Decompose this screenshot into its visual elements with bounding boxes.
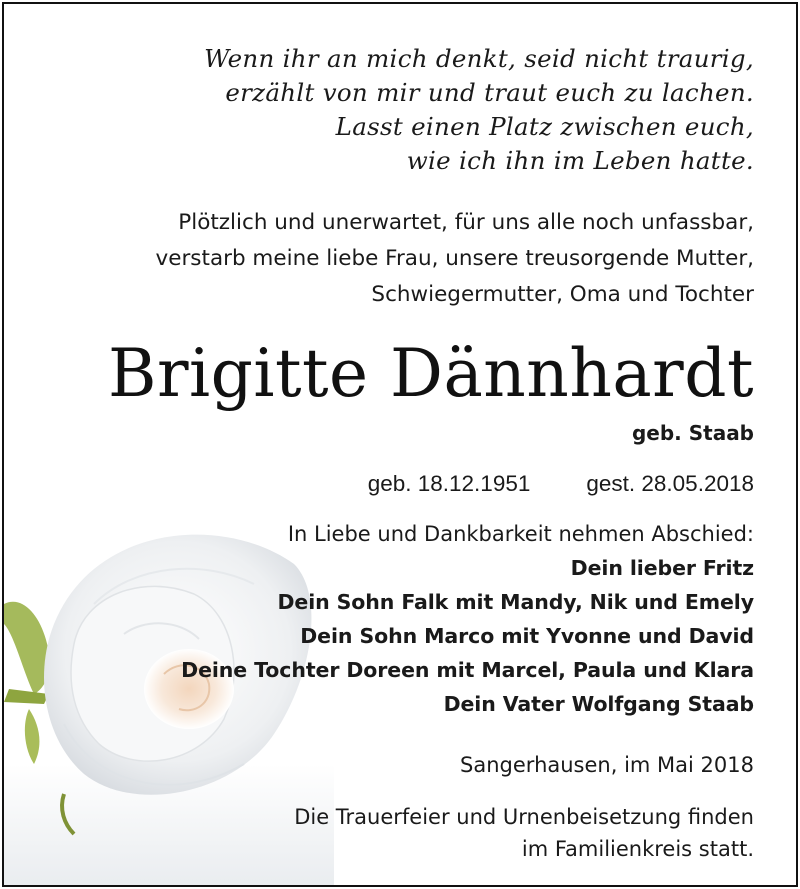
mourner-entry: Dein Vater Wolfgang Staab — [443, 692, 754, 716]
announcement-text — [44, 205, 754, 313]
poem-line: Lasst einen Platz zwischen euch, — [335, 112, 754, 141]
life-dates — [44, 467, 754, 501]
obituary-frame — [2, 2, 798, 887]
announcement-line: Schwiegermutter, Oma und Tochter — [371, 282, 754, 307]
place-date: Sangerhausen, im Mai 2018 — [460, 753, 754, 777]
poem-line: Wenn ihr an mich denkt, seid nicht traurig, — [204, 44, 754, 73]
mourners-list — [44, 551, 754, 721]
poem-line: erzählt von mir und traut euch zu lachen. — [225, 78, 754, 107]
announcement-line: Plötzlich und unerwartet, für uns alle noch unfassbar, — [178, 210, 754, 235]
mourner-entry: Deine Tochter Doreen mit Marcel, Paula und Klara — [181, 658, 754, 682]
deceased-name: Brigitte Dännhardt — [107, 335, 754, 412]
mourner-entry: Dein Sohn Falk mit Mandy, Nik und Emely — [277, 590, 754, 614]
poem — [44, 42, 754, 178]
maiden-name: geb. Staab — [631, 421, 754, 445]
notice-line: im Familienkreis statt. — [521, 837, 754, 861]
mourner-entry: Dein Sohn Marco mit Yvonne und David — [300, 624, 754, 648]
birth-date: geb. 18.12.1951 — [367, 471, 531, 496]
notice-line: Die Trauerfeier und Urnenbeisetzung finden — [294, 805, 754, 829]
announcement-line: verstarb meine liebe Frau, unsere treusorgende Mutter, — [155, 246, 754, 271]
poem-line: wie ich ihn im Leben hatte. — [406, 146, 754, 175]
mourner-entry: Dein lieber Fritz — [570, 556, 754, 580]
death-date: gest. 28.05.2018 — [586, 471, 754, 496]
funeral-notice — [44, 801, 754, 865]
farewell-intro: In Liebe und Dankbarkeit nehmen Abschied: — [287, 522, 754, 546]
